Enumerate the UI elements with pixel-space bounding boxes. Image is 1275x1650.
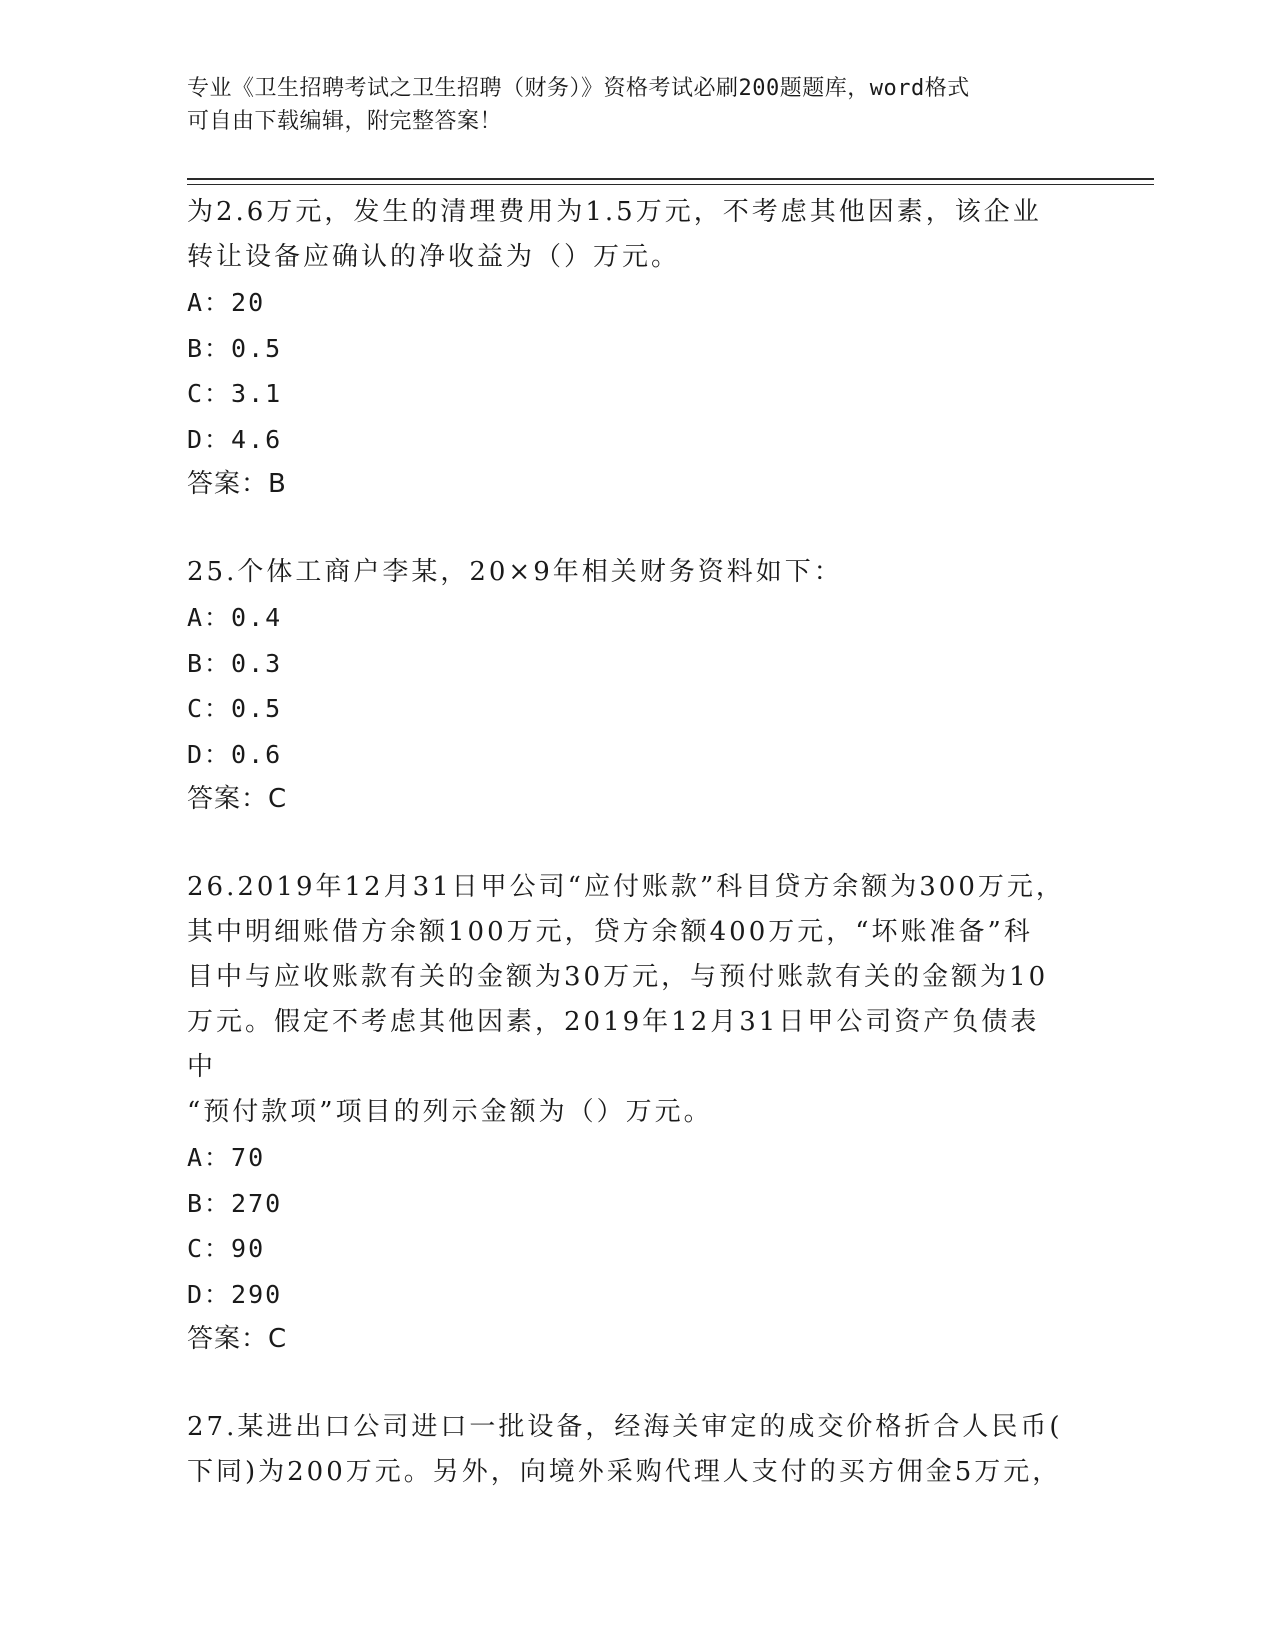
option-a: A：70 (187, 1143, 266, 1172)
question-stem-line: 下同)为200万元。另外，向境外采购代理人支付的买方佣金5万元， (187, 1457, 1062, 1487)
question-stem-line: 25.个体工商户李某，20×9年相关财务资料如下： (187, 557, 843, 587)
header-divider-thick (187, 178, 1154, 180)
header-line-1: 专业《卫生招聘考试之卫生招聘（财务）》资格考试必刷200题题库，word格式 (187, 76, 970, 101)
question-block-27 (187, 1405, 1067, 1495)
spacer (187, 821, 1067, 865)
answer-line: 答案：C (187, 784, 288, 814)
spacer (187, 506, 1067, 550)
option-d: D：0.6 (187, 739, 283, 769)
spacer (187, 1361, 1067, 1405)
question-block-25 (187, 550, 1067, 821)
option-b: B：0.5 (187, 333, 283, 363)
option-c: C：0.5 (187, 694, 283, 723)
question-block-24 (187, 190, 1067, 506)
header-line-2: 可自由下载编辑，附完整答案！ (187, 109, 503, 134)
question-stem-line: 27.某进出口公司进口一批设备，经海关审定的成交价格折合人民币( (187, 1412, 1063, 1442)
answer-line: 答案：C (187, 1324, 288, 1354)
option-a: A：20 (187, 288, 266, 317)
answer-line: 答案：B (187, 469, 287, 499)
option-b: B：270 (187, 1188, 283, 1218)
question-stem-line: 其中明细账借方余额100万元，贷方余额400万元，“坏账准备”科 (187, 917, 1033, 947)
question-stem-line: 万元。假定不考虑其他因素，2019年12月31日甲公司资产负债表中 (187, 1007, 1040, 1082)
option-d: D：4.6 (187, 424, 283, 454)
option-c: C：90 (187, 1234, 266, 1263)
question-list (187, 190, 1067, 1495)
header-divider-thin (187, 184, 1154, 185)
question-stem-line: 26.2019年12月31日甲公司“应付账款”科目贷方余额为300万元， (187, 872, 1065, 902)
question-block-26 (187, 865, 1067, 1361)
option-a: A：0.4 (187, 603, 283, 632)
option-c: C：3.1 (187, 379, 283, 408)
question-stem-line: 转让设备应确认的净收益为（）万元。 (187, 242, 681, 272)
question-stem-line: 为2.6万元，发生的清理费用为1.5万元，不考虑其他因素，该企业 (187, 197, 1042, 227)
option-d: D：290 (187, 1279, 283, 1309)
option-b: B：0.3 (187, 648, 283, 678)
question-stem-line: “预付款项”项目的列示金额为（）万元。 (187, 1097, 713, 1127)
question-stem-line: 目中与应收账款有关的金额为30万元，与预付账款有关的金额为10 (187, 962, 1049, 992)
document-header (187, 72, 1067, 138)
